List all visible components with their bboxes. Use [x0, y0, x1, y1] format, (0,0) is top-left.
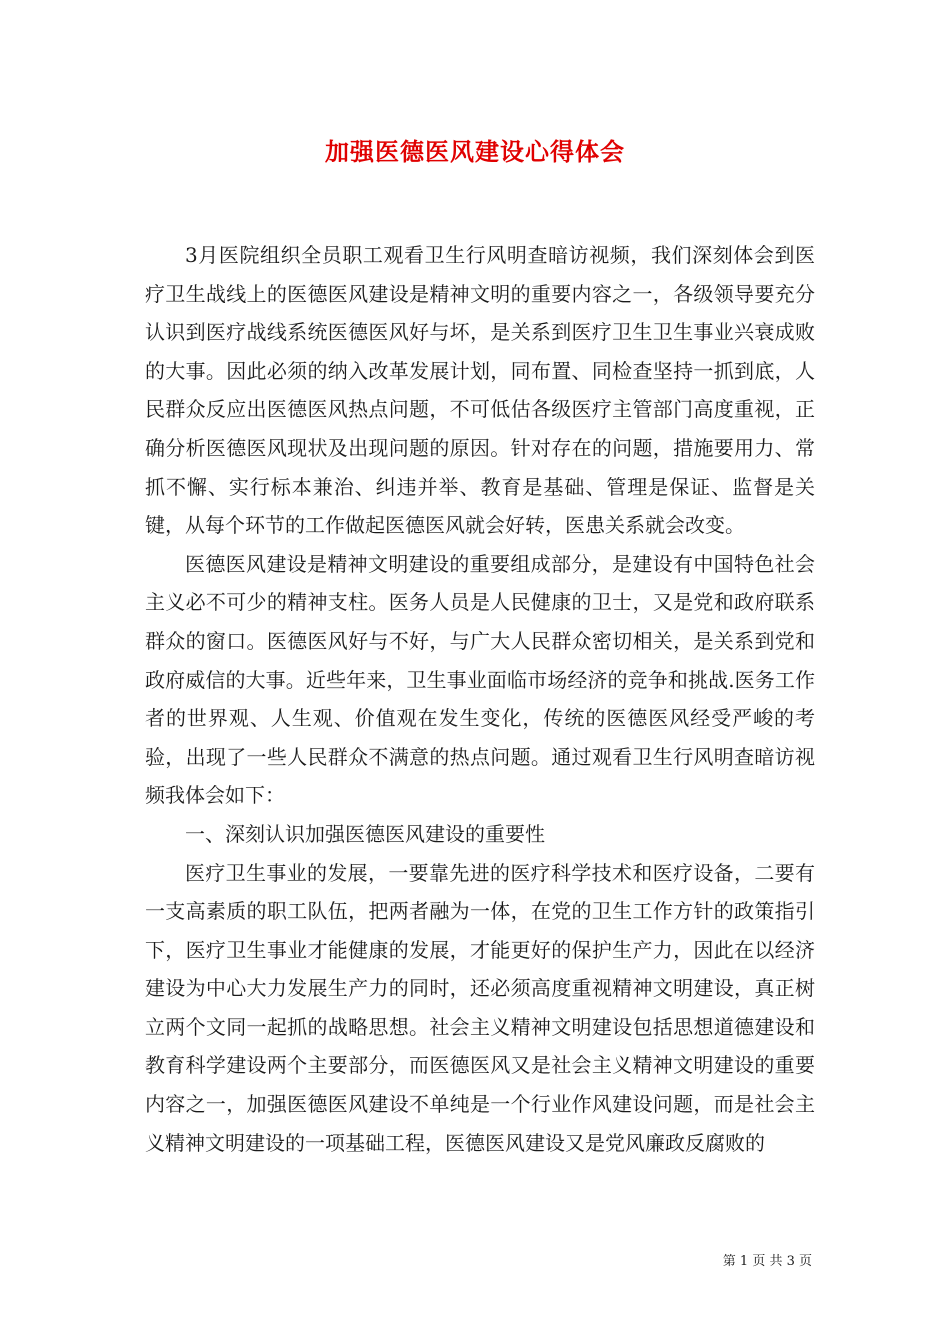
document-body [145, 236, 815, 1162]
page-number: 第 1 页 共 3 页 [722, 1254, 812, 1269]
section-heading-1: 一、深刻认识加强医德医风建设的重要性 [185, 821, 545, 846]
paragraph-1: 3月医院组织全员职工观看卫生行风明查暗访视频，我们深刻体会到医疗卫生战线上的医德医风建设是精神文明的重要内容之一，各级领导要充分认识到医疗战线系统医德医风好与坏，是关系到医疗卫生卫生事业兴衰成败的大事。因此必须的纳入改革发展计划，同布置、同检查坚持一抓到底，人民群众反应出医德医风热点问题，不可低估各级医疗主管部门高度重视，正确分析医德医风现状及出现问题的原因。针对存在的问题，措施要用力、常抓不懈、实行标本兼治、纠违并举、教育是基础、管理是保证、监督是关键，从每个环节的工作做起医德医风就会好转，医患关系就会改变。 [145, 243, 815, 538]
document-title: 加强医德医风建设心得体会 [325, 137, 625, 166]
paragraph-3: 医疗卫生事业的发展，一要靠先进的医疗科学技术和医疗设备，二要有一支高素质的职工队伍，把两者融为一体，在党的卫生工作方针的政策指引下，医疗卫生事业才能健康的发展，才能更好的保护生产力，因此在以经济建设为中心大力发展生产力的同时，还必须高度重视精神文明建设，真正树立两个文同一起抓的战略思想。社会主义精神文明建设包括思想道德建设和教育科学建设两个主要部分，而医德医风又是社会主义精神文明建设的重要内容之一，加强医德医风建设不单纯是一个行业作风建设问题，而是社会主义精神文明建设的一项基础工程，医德医风建设又是党风廉政反腐败的 [145, 860, 815, 1155]
paragraph-2: 医德医风建设是精神文明建设的重要组成部分，是建设有中国特色社会主义必不可少的精神支柱。医务人员是人民健康的卫士，又是党和政府联系群众的窗口。医德医风好与不好，与广大人民群众密切相关，是关系到党和政府威信的大事。近些年来，卫生事业面临市场经济的竞争和挑战.医务工作者的世界观、人生观、价值观在发生变化，传统的医德医风经受严峻的考验，出现了一些人民群众不满意的热点问题。通过观看卫生行风明查暗访视频我体会如下： [145, 551, 815, 808]
